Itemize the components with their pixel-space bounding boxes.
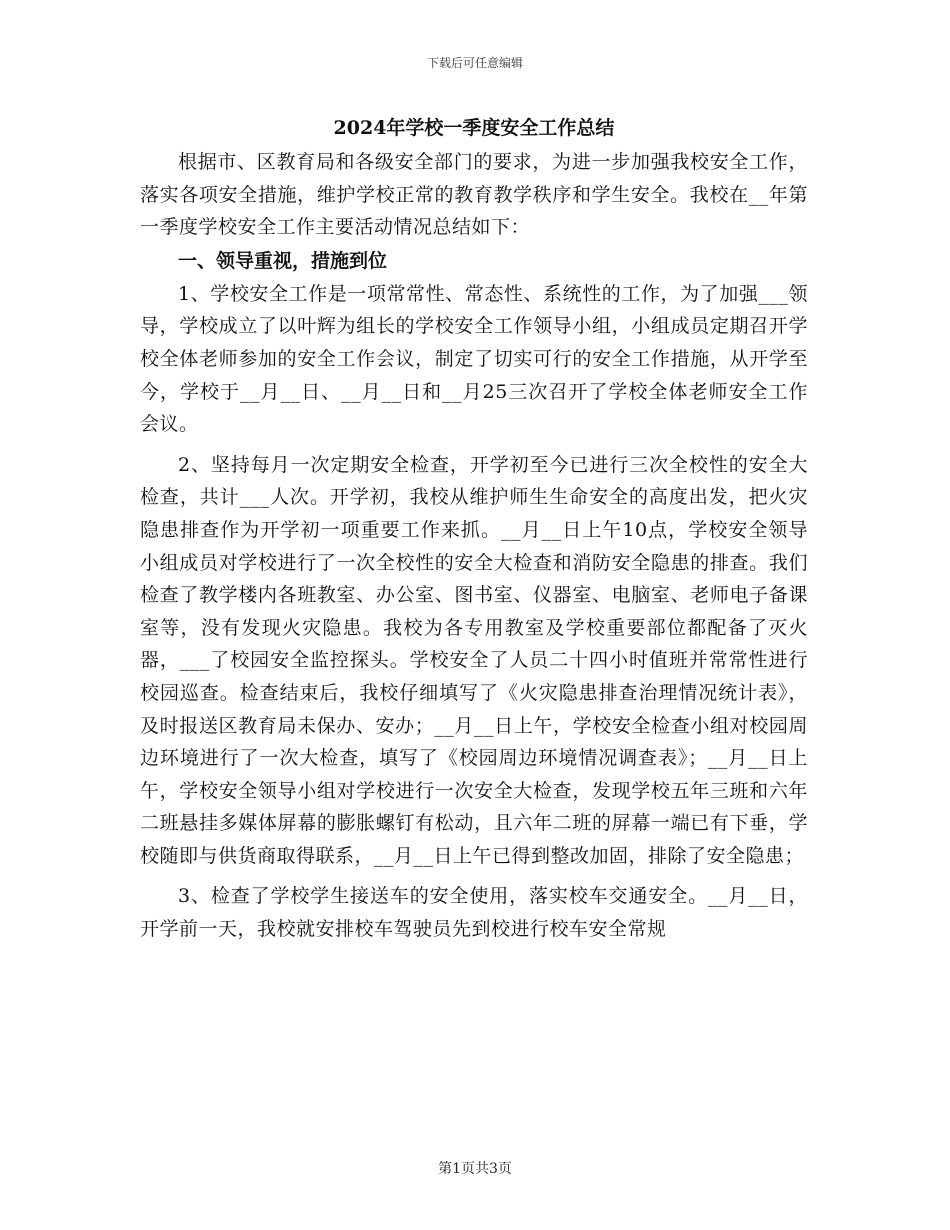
page-footer: 第1页共3页 [438,1161,512,1177]
paragraph-item-3: 3、检查了学校学生接送车的安全使用，落实校车交通安全。__月__日，开学前一天，我校就安排校车驾驶员先到校进行校车安全常规 [140,885,808,941]
document-body [140,112,808,946]
section-heading-1: 一、领导重视，措施到位 [178,249,388,272]
intro-paragraph: 根据市、区教育局和各级安全部门的要求，为进一步加强我校安全工作，落实各项安全措施，维护学校正常的教育教学秩序和学生安全。我校在__年第一季度学校安全工作主要活动情况总结如下： [140,151,808,239]
paragraph-item-1: 1、学校安全工作是一项常常性、常态性、系统性的工作，为了加强___领导，学校成立了以叶辉为组长的学校安全工作领导小组，小组成员定期召开学校全体老师参加的安全工作会议，制定了切实可行的安全工作措施，从开学至今，学校于__月__日、__月__日和__月25三次召开了学校全体老师安全工作会议。 [140,282,808,436]
page-header: 下载后可任意编辑 [426,56,523,70]
paragraph-item-2: 2、坚持每月一次定期安全检查，开学初至今已进行三次全校性的安全大检查，共计___人次。开学初，我校从维护师生生命安全的高度出发，把火灾隐患排查作为开学初一项重要工作来抓。__月__日上午10点，学校安全领导小组成员对学校进行了一次全校性的安全大检查和消防安全隐患的排查。我们检查了教学楼内各班教室、办公室、图书室、仪器室、电脑室、老师电子备课室等，没有发现火灾隐患。我校为各专用教室及学校重要部位都配备了灭火器，___了校园安全监控探头。学校安全了人员二十四小时值班并常常性进行校园巡查。检查结束后，我校仔细填写了《火灾隐患排查治理情况统计表》，及时报送区教育局未保办、安办；__月__日上午，学校安全检查小组对校园周边环境进行了一次大检查，填写了《校园周边环境情况调查表》；__月__日上午，学校安全领导小组对学校进行一次安全大检查，发现学校五年三班和六年二班悬挂多媒体屏幕的膨胀螺钉有松动，且六年二班的屏幕一端已有下垂，学校随即与供货商取得联系，__月__日上午已得到整改加固，排除了安全隐患； [140,453,808,867]
document-title: 2024年学校一季度安全工作总结 [333,117,615,139]
